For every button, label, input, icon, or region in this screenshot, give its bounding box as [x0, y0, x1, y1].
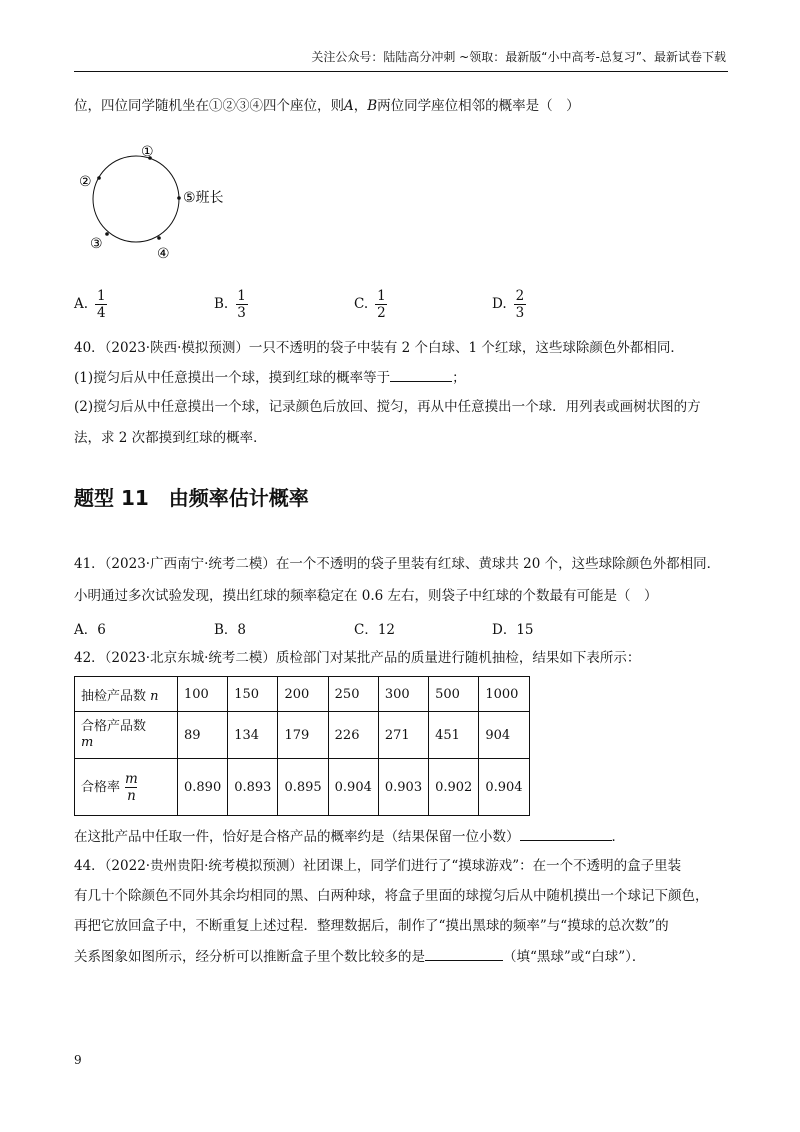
answer-blank[interactable] [425, 946, 503, 961]
fraction-numerator: 2 [515, 288, 525, 304]
seat-dot-4 [157, 236, 161, 240]
fraction-denominator: n [127, 787, 136, 804]
q39-option-b [214, 288, 249, 321]
table-row [75, 677, 530, 712]
table-cell: 300 [378, 677, 428, 712]
fraction-denominator: 4 [97, 305, 106, 321]
q44-line2: 有几十个除颜色不同外其余均相同的黑、白两种球，将盒子里面的球搅匀后从中随机摸出一个球记下颜色， [74, 888, 709, 904]
option-label: B. [214, 296, 229, 312]
table-cell: 904 [479, 712, 529, 759]
seat-label-5: ⑤班长 [183, 190, 224, 206]
q39-stem-post: 两位同学座位相邻的概率是（ ） [377, 98, 580, 114]
table-cell: 0.902 [429, 759, 479, 816]
q39-stem-pre: 位，四位同学随机坐在①②③④四个座位，则 [74, 98, 344, 114]
seat-label-4: ④ [157, 246, 170, 262]
section-title: 题型 11 由频率估计概率 [74, 486, 309, 510]
q39-var-a: A [344, 98, 354, 114]
table-cell: 200 [278, 677, 328, 712]
table-cell: 179 [278, 712, 328, 759]
q39-var-b: B [367, 98, 378, 114]
table-cell: 271 [378, 712, 428, 759]
table-cell: 250 [328, 677, 378, 712]
q39-option-c [354, 288, 389, 321]
q41-option-d: D．15 [492, 622, 534, 638]
row-header-text: 合格率 [81, 779, 121, 795]
table-cell: 0.895 [278, 759, 328, 816]
option-label: A. [74, 296, 89, 312]
fraction-denominator: 2 [377, 305, 386, 321]
page-number: 9 [74, 1053, 82, 1067]
answer-blank[interactable] [520, 826, 612, 841]
q44-line4-end: （填“黑球”或“白球”）． [503, 949, 646, 965]
var-n: n [150, 688, 159, 704]
seat-dot-3 [105, 232, 109, 236]
fraction [513, 288, 528, 321]
q44-line1: 44．（2022·贵州贵阳·统考模拟预测）社团课上，同学们进行了“摸球游戏”：在一个不透明的盒子里装 [74, 858, 682, 874]
inspection-table [74, 676, 530, 816]
row-header [75, 712, 178, 759]
seat-dot-5 [177, 196, 181, 200]
q44-line4-text: 关系图象如图所示，经分析可以推断盒子里个数比较多的是 [74, 949, 425, 965]
q40-line4: 法，求 2 次都摸到红球的概率． [74, 430, 267, 446]
q39-stem [74, 96, 580, 116]
q44-line4 [74, 946, 645, 967]
seating-circle [93, 156, 179, 242]
q42-after-end: ． [611, 829, 625, 845]
fraction [122, 771, 141, 804]
row-header [75, 759, 178, 816]
seat-label-2: ② [79, 174, 92, 190]
option-label: D. [492, 296, 507, 312]
table-cell: 134 [228, 712, 278, 759]
row-header-text: 合格产品数 [81, 719, 147, 734]
q40-line2 [74, 367, 466, 388]
table-cell: 500 [429, 677, 479, 712]
table-cell: 150 [228, 677, 278, 712]
q41-line1: 41．（2023·广西南宁·统考二模）在一个不透明的袋子里装有红球、黄球共 20 个，这些球除颜色外都相同． [74, 556, 721, 572]
q42-line1: 42．（2023·北京东城·统考二模）质检部门对某批产品的质量进行随机抽检，结果如下表所示： [74, 650, 641, 666]
seat-label-1: ① [141, 144, 154, 160]
page-header: 关注公众号：陆陆高分冲刺 ~领取：最新版“小中高考-总复习”、最新试卷下载 [311, 50, 726, 64]
table-cell: 0.904 [479, 759, 529, 816]
table-row [75, 759, 530, 816]
fraction-denominator: 3 [515, 305, 525, 321]
q42-after [74, 826, 625, 847]
seating-circle-diagram [70, 138, 260, 268]
table-cell: 0.893 [228, 759, 278, 816]
q39-option-d [492, 288, 527, 321]
table-cell: 89 [178, 712, 228, 759]
q39-comma: ， [353, 98, 368, 114]
q41-line2: 小明通过多次试验发现，摸出红球的频率稳定在 0.6 左右，则袋子中红球的个数最有可能是（ ） [74, 588, 658, 604]
var-m: m [81, 735, 94, 750]
q40-line2-end: ； [452, 370, 466, 386]
answer-blank[interactable] [390, 367, 452, 382]
fraction-numerator: 1 [377, 288, 386, 304]
q39-option-a [74, 288, 109, 321]
seat-dot-2 [97, 176, 101, 180]
table-cell: 226 [328, 712, 378, 759]
header-divider [74, 71, 728, 72]
table-cell: 1000 [479, 677, 529, 712]
table-cell: 451 [429, 712, 479, 759]
fraction-numerator: 1 [237, 288, 246, 304]
q40-line3: (2)搅匀后从中任意摸出一个球，记录颜色后放回、搅匀，再从中任意摸出一个球．用列表或画树状图的方 [74, 399, 701, 415]
q41-option-a: A．6 [74, 622, 106, 638]
fraction [374, 288, 389, 321]
fraction [94, 288, 109, 321]
q44-line3: 再把它放回盒子中，不断重复上述过程．整理数据后，制作了“摸出黑球的频率”与“摸球的总次数”的 [74, 918, 669, 934]
option-label: C. [354, 296, 369, 312]
seat-label-3: ③ [90, 236, 103, 252]
table-cell: 0.903 [378, 759, 428, 816]
row-header [75, 677, 178, 712]
row-header-text: 抽检产品数 [81, 688, 147, 704]
q41-option-c: C．12 [354, 622, 396, 638]
q40-line2-text: (1)搅匀后从中任意摸出一个球，摸到红球的概率等于 [74, 370, 391, 386]
fraction-numerator: m [125, 770, 138, 787]
fraction-numerator: 1 [97, 288, 106, 304]
fraction-denominator: 3 [237, 305, 246, 321]
fraction [234, 288, 249, 321]
table-cell: 0.890 [178, 759, 228, 816]
q42-after-text: 在这批产品中任取一件，恰好是合格产品的概率约是（结果保留一位小数） [74, 829, 520, 845]
table-row [75, 712, 530, 759]
q40-line1: 40．（2023·陕西·模拟预测）一只不透明的袋子中装有 2 个白球、1 个红球，这些球除颜色外都相同． [74, 340, 684, 356]
table-cell: 100 [178, 677, 228, 712]
table-cell: 0.904 [328, 759, 378, 816]
q41-option-b: B．8 [214, 622, 247, 638]
